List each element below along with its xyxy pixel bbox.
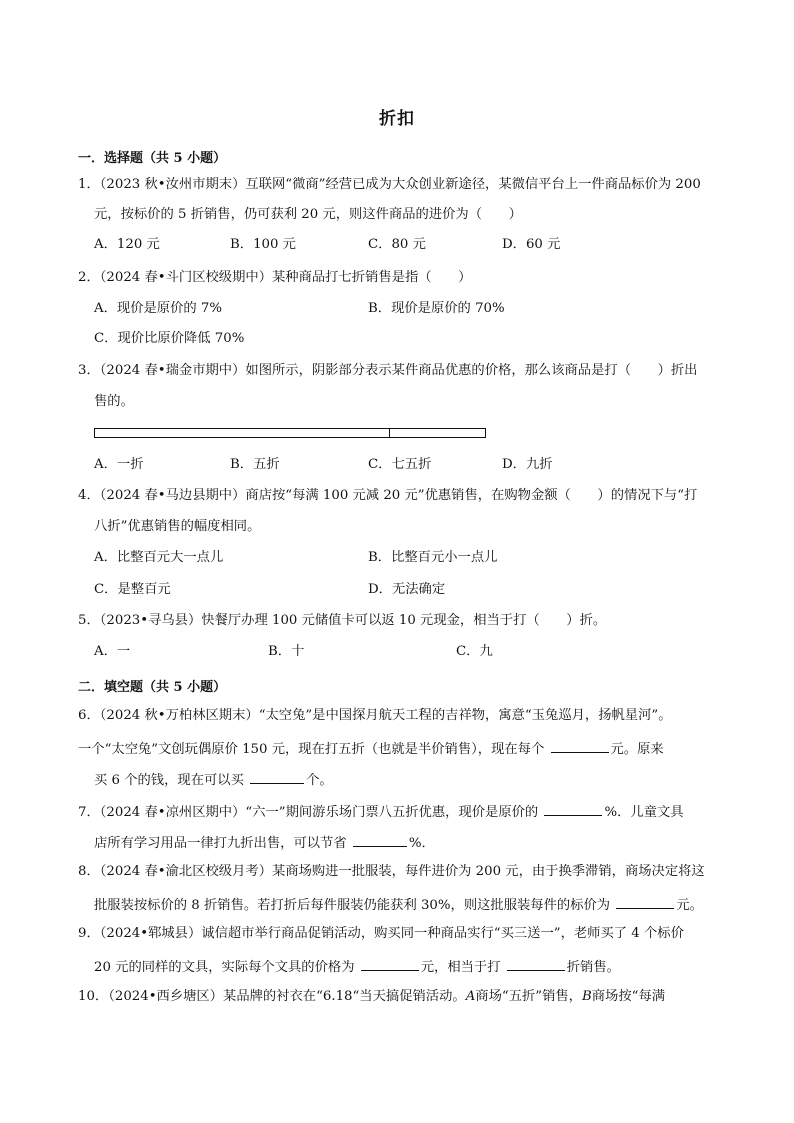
question-4-option-b: B．比整百元小一点儿 bbox=[368, 550, 498, 565]
question-10-text: 10．（2024•西乡塘区）某品牌的衬衣在“6.18“当天搞促销活动。 bbox=[78, 989, 466, 1004]
question-10-store-b: B bbox=[581, 989, 592, 1004]
question-6-line-3 bbox=[94, 769, 333, 790]
answer-blank[interactable] bbox=[361, 956, 419, 971]
question-5-option-a: A．一 bbox=[94, 644, 131, 659]
question-10-text: 商场“五折”销售， bbox=[475, 989, 582, 1004]
question-7-text: %．儿童文具 bbox=[604, 805, 684, 820]
answer-blank[interactable] bbox=[616, 894, 674, 909]
question-5-line-1: 5．（2023•寻乌县）快餐厅办理 100 元储值卡可以返 10 元现金，相当于打（ ）折。 bbox=[78, 613, 607, 628]
answer-blank[interactable] bbox=[353, 832, 407, 847]
section-heading-choice: 一．选择题（共 5 小题） bbox=[78, 151, 227, 166]
question-10-store-a: A bbox=[465, 989, 476, 1004]
page-title: 折扣 bbox=[379, 109, 415, 129]
question-5-option-c: C．九 bbox=[456, 644, 493, 659]
question-7-text: 店所有学习用品一律打九折出售，可以节省 bbox=[94, 836, 347, 851]
question-4-option-a: A．比整百元大一点儿 bbox=[94, 550, 224, 565]
answer-blank[interactable] bbox=[544, 801, 602, 816]
question-9-text: 折销售。 bbox=[566, 960, 620, 975]
question-7-text: 7．（2024 春•凉州区期中）“六一”期间游乐场门票八五折优惠，现价是原价的 bbox=[78, 805, 539, 820]
question-10-line-1 bbox=[78, 988, 665, 1006]
question-2-option-a: A．现价是原价的 7% bbox=[94, 301, 223, 316]
question-8-line-1: 8．（2024 春•渝北区校级月考）某商场购进一批服装，每件进价为 200 元，由于换季滞销，商场决定将这 bbox=[78, 864, 705, 879]
question-4-line-2: 八折”优惠销售的幅度相同。 bbox=[94, 519, 261, 534]
question-6-text: 买 6 个的钱，现在可以买 bbox=[94, 773, 244, 788]
question-9-line-1: 9．（2024•郓城县）诚信超市举行商品促销活动，购买同一种商品实行“买三送一”，老师买了 4 个标价 bbox=[78, 926, 684, 941]
answer-blank[interactable] bbox=[250, 769, 304, 784]
question-1-option-a: A．120 元 bbox=[94, 237, 160, 252]
question-3-option-d: D．九折 bbox=[502, 457, 553, 472]
question-3-line-1: 3．（2024 春•瑞金市期中）如图所示，阴影部分表示某件商品优惠的价格，那么该商品是打（ ）折出 bbox=[78, 363, 698, 378]
discount-bar-figure bbox=[94, 428, 486, 438]
bar-divider bbox=[389, 429, 390, 437]
question-10-text: 商场按“每满 bbox=[591, 989, 666, 1004]
question-4-line-1: 4．（2024 春•马边县期中）商店按“每满 100 元减 20 元”优惠销售，在购物金额（ ）的情况下与“打 bbox=[78, 488, 698, 503]
question-7-line-2 bbox=[94, 832, 435, 853]
question-8-line-2 bbox=[94, 894, 703, 915]
question-6-text: 个。 bbox=[306, 773, 333, 788]
question-2-option-c: C．现价比原价降低 70% bbox=[94, 331, 245, 346]
question-7-text: %． bbox=[408, 836, 435, 851]
answer-blank[interactable] bbox=[551, 738, 609, 753]
question-8-text: 批服装按标价的 8 折销售。若打折后每件服装仍能获利 30%，则这批服装每件的标价为 bbox=[94, 898, 611, 913]
question-1-option-d: D．60 元 bbox=[502, 237, 561, 252]
question-1-option-b: B．100 元 bbox=[230, 237, 296, 252]
question-1-line-2: 元，按标价的 5 折销售，仍可获利 20 元，则这件商品的进价为（ ） bbox=[94, 207, 522, 222]
question-9-text: 20 元的同样的文具，实际每个文具的价格为 bbox=[94, 960, 355, 975]
section-heading-fill: 二．填空题（共 5 小题） bbox=[78, 680, 227, 695]
question-5-option-b: B．十 bbox=[268, 644, 305, 659]
question-9-text: 元，相当于打 bbox=[420, 960, 501, 975]
question-3-option-a: A．一折 bbox=[94, 457, 144, 472]
question-1-line-1: 1．（2023 秋•汝州市期末）互联网“微商”经营已成为大众创业新途径，某微信平台上一件商品标价为 200 bbox=[78, 177, 701, 192]
question-2-option-b: B．现价是原价的 70% bbox=[368, 301, 505, 316]
answer-blank[interactable] bbox=[507, 956, 565, 971]
question-6-line-2 bbox=[78, 738, 664, 759]
question-2-line-1: 2．（2024 春•斗门区校级期中）某种商品打七折销售是指（ ） bbox=[78, 270, 472, 285]
question-8-text: 元。 bbox=[676, 898, 703, 913]
question-3-line-2: 售的。 bbox=[94, 394, 134, 409]
question-1-option-c: C．80 元 bbox=[368, 237, 426, 252]
question-4-option-d: D．无法确定 bbox=[368, 582, 446, 597]
question-6-text: 一个“太空兔”文创玩偶原价 150 元，现在打五折（也就是半价销售），现在每个 bbox=[78, 742, 545, 757]
question-9-line-2 bbox=[94, 956, 620, 977]
question-6-line-1: 6．（2024 秋•万柏林区期末）“太空兔”是中国探月航天工程的吉祥物，寓意“玉兔巡月，扬帆星河”。 bbox=[78, 708, 672, 723]
question-4-option-c: C．是整百元 bbox=[94, 582, 171, 597]
question-3-option-b: B．五折 bbox=[230, 457, 280, 472]
question-7-line-1 bbox=[78, 801, 684, 822]
question-6-text: 元。原来 bbox=[610, 742, 664, 757]
question-3-option-c: C．七五折 bbox=[368, 457, 432, 472]
